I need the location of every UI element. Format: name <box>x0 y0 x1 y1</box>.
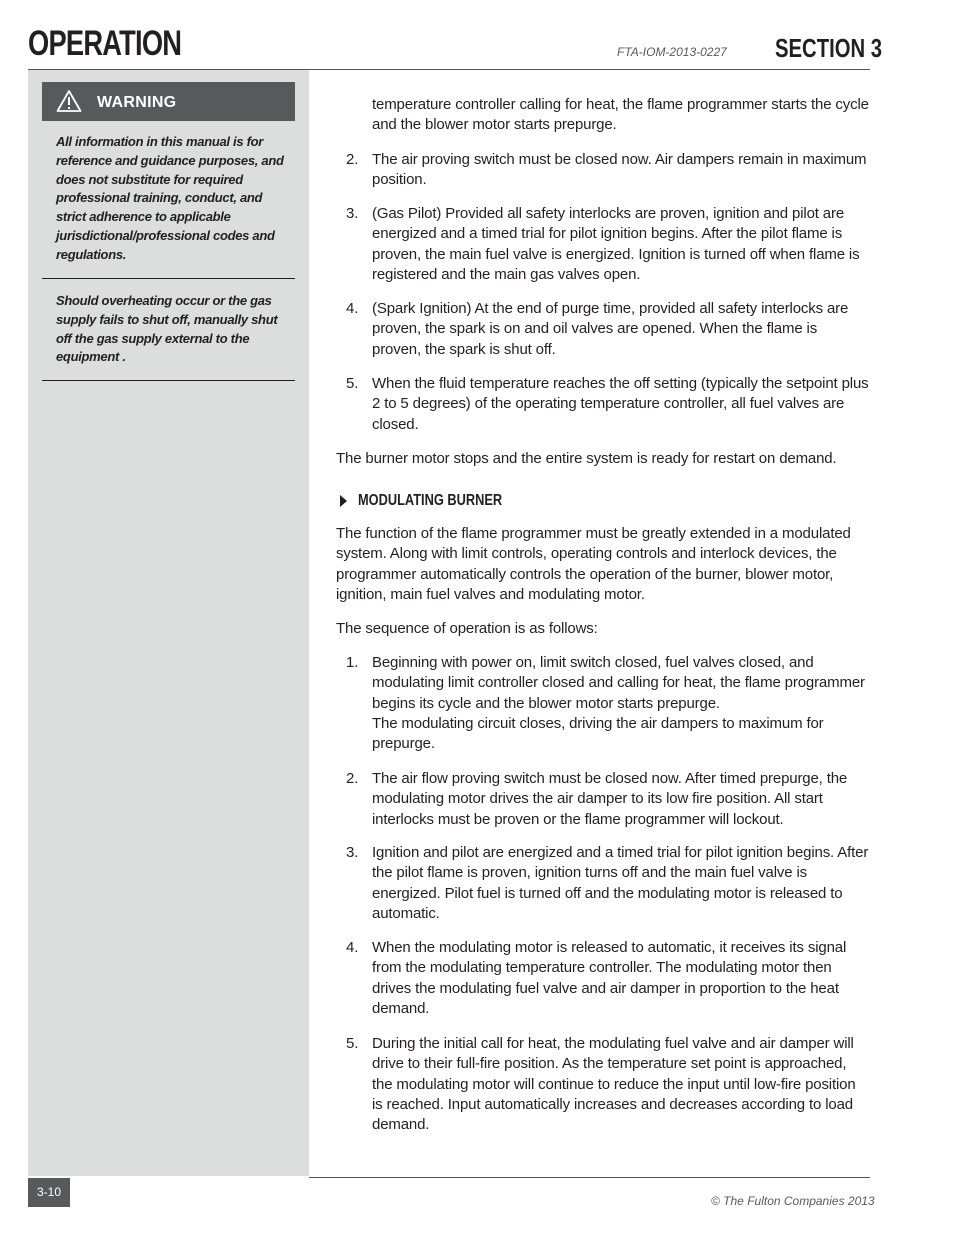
body-paragraph: The sequence of operation is as follows: <box>336 620 598 637</box>
subheading-label: MODULATING BURNER <box>358 492 503 509</box>
list-item-number: 5. <box>346 1035 359 1052</box>
list-item-number: 2. <box>346 151 359 168</box>
document-number: FTA-IOM-2013-0227 <box>617 45 727 59</box>
sidebar-divider <box>42 278 295 279</box>
page-number: 3-10 <box>28 1178 70 1207</box>
warning-header <box>42 82 295 121</box>
continued-paragraph: temperature controller calling for heat, the flame programmer starts the cycle and the blower motor starts prepurge. <box>372 96 869 134</box>
list-item-number: 2. <box>346 770 359 787</box>
body-paragraph: The burner motor stops and the entire system is ready for restart on demand. <box>336 450 837 467</box>
warning-paragraph-disclaimer: All information in this manual is for reference and guidance purposes, and does not substitute for required professional training, conduct, and strict adherence to applicable jurisdictional/professional codes and regulations. <box>56 134 284 262</box>
list-item-text: Ignition and pilot are energized and a timed trial for pilot ignition begins. After the pilot flame is proven, ignition turns off and the main fuel valve is energized. Pilot fuel is turned off and the modulating motor is released to automatic. <box>372 844 869 922</box>
list-item-text: (Spark Ignition) At the end of purge time, provided all safety interlocks are proven, the spark is on and oil valves are opened. When the flame is proven, the spark is shut off. <box>372 300 849 358</box>
copyright-notice: © The Fulton Companies 2013 <box>711 1194 875 1208</box>
triangle-bullet-icon <box>340 495 347 507</box>
page-title: OPERATION <box>28 24 182 63</box>
list-item-continuation: The modulating circuit closes, driving the air dampers to maximum for prepurge. <box>372 715 824 753</box>
footer-divider <box>309 1177 870 1178</box>
list-item-text: (Gas Pilot) Provided all safety interlocks are proven, ignition and pilot are energized and a timed trial for pilot ignition begins. After the pilot flame is proven, the main fuel valve is energized. Ignition is turned off when flame is registered and the main gas valves open. <box>372 205 860 283</box>
list-item-text: The air flow proving switch must be closed now. After timed prepurge, the modulating motor drives the air damper to its low fire position. All start interlocks must be proven or the flame programmer will lockout. <box>372 770 848 828</box>
warning-triangle-icon <box>56 89 82 113</box>
list-item-number: 3. <box>346 844 359 861</box>
list-item-text: Beginning with power on, limit switch closed, fuel valves closed, and modulating limit controller closed and calling for heat, the flame programmer begins its cycle and the blower motor starts prepurge. <box>372 654 865 712</box>
list-item-text: When the fluid temperature reaches the off setting (typically the setpoint plus 2 to 5 degrees) of the operating temperature controller, all fuel valves are closed. <box>372 375 869 433</box>
body-paragraph: The function of the flame programmer must be greatly extended in a modulated system. Along with limit controls, operating controls and interlock devices, the programmer automatically controls the operation of the burner, blower motor, ignition, main fuel valves and modulating motor. <box>336 525 851 603</box>
list-item-number: 5. <box>346 375 359 392</box>
list-item-text: During the initial call for heat, the modulating fuel valve and air damper will drive to their full-fire position. As the temperature set point is approached, the modulating motor will continue to reduce the input until low-fire position is reached. Input automatically increases and decreases according to load demand. <box>372 1035 856 1134</box>
warning-label: WARNING <box>97 94 177 111</box>
list-item-number: 4. <box>346 300 359 317</box>
sidebar-divider <box>42 380 295 381</box>
list-item-number: 3. <box>346 205 359 222</box>
list-item-text: When the modulating motor is released to automatic, it receives its signal from the modulating temperature controller. The modulating motor then drives the modulating fuel valve and air damper in proportion to the heat demand. <box>372 939 847 1017</box>
list-item-number: 1. <box>346 654 359 671</box>
list-item-number: 4. <box>346 939 359 956</box>
section-label: SECTION 3 <box>775 33 883 63</box>
warning-paragraph-gas-supply: Should overheating occur or the gas supply fails to shut off, manually shut off the gas supply external to the equipment . <box>56 293 278 365</box>
list-item-text: The air proving switch must be closed now. Air dampers remain in maximum position. <box>372 151 867 189</box>
